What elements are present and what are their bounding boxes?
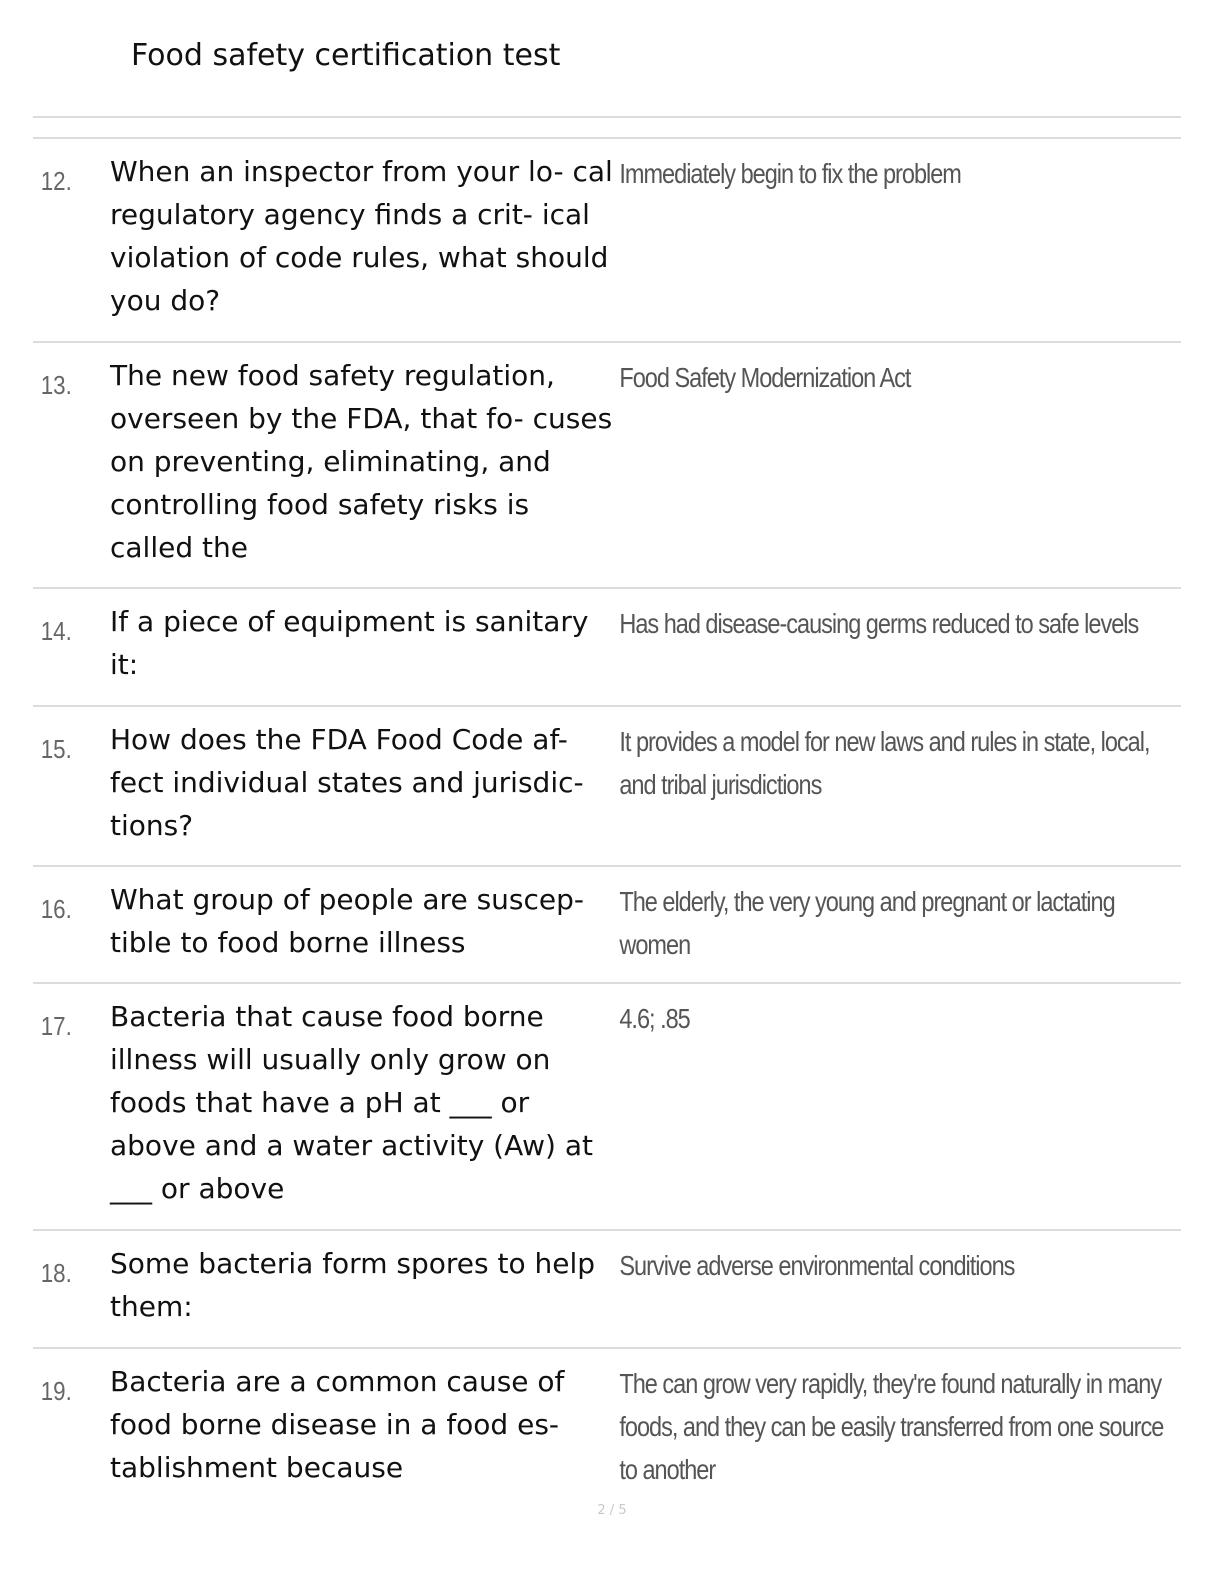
answer-text xyxy=(616,589,1139,645)
question-row xyxy=(33,589,1181,707)
document-title: Food safety certification test xyxy=(131,38,561,73)
question-text: If a piece of equipment is sanitary it: xyxy=(110,605,589,681)
question-number: 15. xyxy=(40,734,72,764)
question-row xyxy=(33,984,1181,1231)
question-number: 18. xyxy=(40,1258,72,1288)
question-text: Bacteria are a common cause of food borne disease in a food es- tablishment because xyxy=(110,1365,565,1484)
question-number: 17. xyxy=(40,1011,72,1041)
question-text: When an inspector from your lo- cal regulatory agency finds a crit- ical violation of code rules, what should you do? xyxy=(110,155,613,317)
answer-text xyxy=(616,707,1150,806)
question-row xyxy=(33,1231,1181,1349)
question-number: 13. xyxy=(40,370,72,400)
answer-text-content: Immediately begin to fix the problem xyxy=(619,158,961,189)
page-indicator: 2 / 5 xyxy=(597,1503,627,1518)
answer-text-content: Food Safety Modernization Act xyxy=(619,362,911,393)
answer-text-content: 4.6; .85 xyxy=(619,1003,690,1034)
question-row xyxy=(33,707,1181,867)
question-number: 19. xyxy=(40,1376,72,1406)
answer-text xyxy=(616,984,1091,1040)
question-number: 12. xyxy=(40,166,72,196)
answer-text-content: Has had disease-causing germs reduced to safe levels xyxy=(619,608,1139,639)
question-list xyxy=(33,139,1181,1499)
question-row xyxy=(33,343,1181,589)
header-divider-top xyxy=(33,116,1181,118)
question-number: 16. xyxy=(40,894,72,924)
answer-text-content: Survive adverse environmental conditions xyxy=(619,1250,1015,1281)
answer-text xyxy=(616,1231,1091,1287)
question-text: The new food safety regulation, overseen by the FDA, that fo- cuses on preventing, eliminating, and controlling food safety risks is called the xyxy=(110,359,613,564)
question-row xyxy=(33,139,1181,343)
question-text: What group of people are suscep- tible to food borne illness xyxy=(110,883,584,959)
answer-text-content: The can grow very rapidly, they're found naturally in many foods, and they can be easily transferred from one source to another xyxy=(619,1368,1164,1485)
answer-text xyxy=(616,139,1091,195)
question-row xyxy=(33,1349,1181,1499)
question-number: 14. xyxy=(40,616,72,646)
question-text: Some bacteria form spores to help them: xyxy=(110,1247,596,1323)
answer-text xyxy=(616,1349,1164,1491)
question-text: Bacteria that cause food borne illness will usually only grow on foods that have a pH at ___ or above and a water activity (Aw) at ___ or above xyxy=(110,1000,593,1205)
question-text: How does the FDA Food Code af- fect individual states and jurisdic- tions? xyxy=(110,723,584,842)
question-row xyxy=(33,867,1181,984)
answer-text xyxy=(616,343,1091,399)
answer-text xyxy=(616,867,1115,966)
answer-text-content: The elderly, the very young and pregnant or lactating women xyxy=(619,886,1115,960)
answer-text-content: It provides a model for new laws and rules in state, local, and tribal jurisdictions xyxy=(619,726,1150,800)
